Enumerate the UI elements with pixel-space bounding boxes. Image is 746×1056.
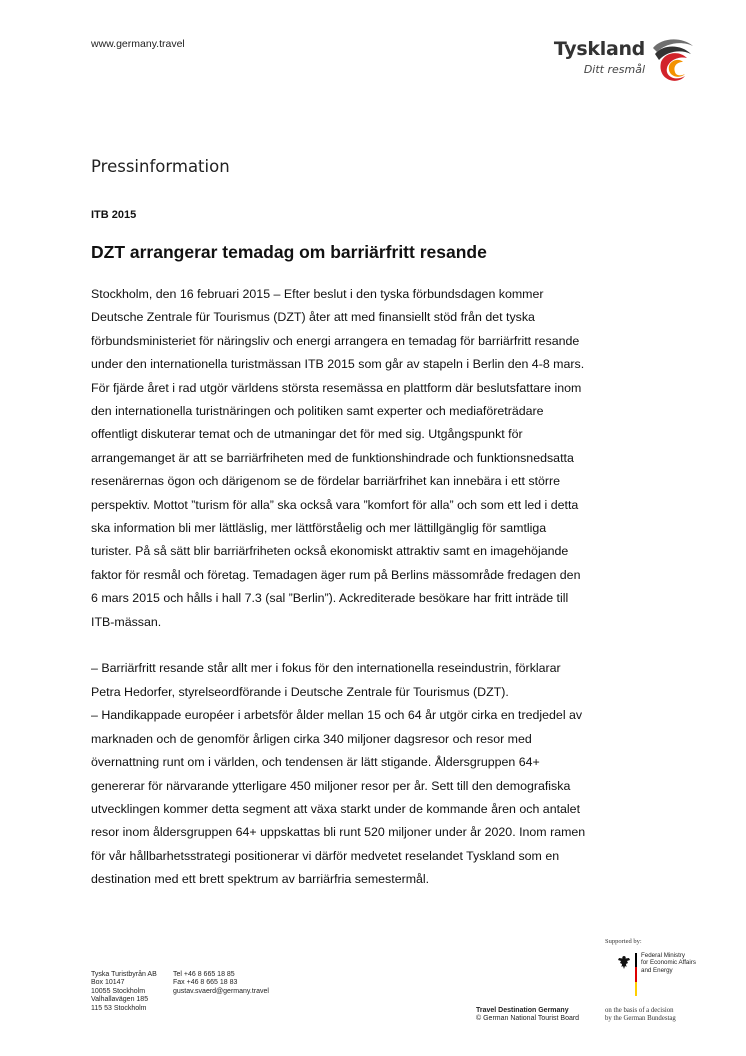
- ministry-line: for Economic Affairs: [641, 959, 696, 967]
- body-line: ITB-mässan.: [91, 614, 162, 629]
- body-line: faktor för resmål och företag. Temadagen äger rum på Berlins mässområde fredagen den: [91, 567, 581, 582]
- body-line: – Handikappade européer i arbetsför ålder mellan 15 och 64 år utgör cirka en tredjedel av: [91, 708, 583, 723]
- tdg-credit: [476, 1007, 579, 1024]
- address-line: Valhallavägen 185: [91, 996, 149, 1004]
- phone-text: Tel +46 8 665 18 85: [173, 971, 235, 978]
- body-line: utvecklingen kommer detta segment att växa starkt under de kommande åren och antalet: [91, 801, 581, 816]
- article-body: [91, 283, 671, 892]
- address-line: 115 53 Stockholm: [91, 1004, 147, 1012]
- kicker: ITB 2015: [91, 209, 137, 221]
- body-line: arrangemanget är att se barriärfriheten med de funktionshindrade och funktionsnedsatta: [91, 450, 574, 465]
- body-line: 6 mars 2015 och hålls i hall 7.3 (sal ”Berlin”). Ackrediterade besökare har fritt inträde till: [91, 591, 569, 606]
- logo-title: Tyskland: [553, 38, 645, 60]
- body-line: Deutsche Zentrale für Tourismus (DZT) åter att med finansiellt stöd från det tyska: [91, 310, 535, 325]
- body-line: Stockholm, den 16 februari 2015 – Efter beslut i den tyska förbundsdagen kommer: [91, 287, 544, 301]
- footer-address: [91, 971, 157, 1013]
- body-line: resenärernas ögon och därigenom se de fördelar barriärfrihet kan innebära i ett större: [91, 474, 561, 489]
- document-label: Pressinformation: [91, 157, 230, 176]
- footer-contact: [173, 971, 269, 996]
- ministry-line: Federal Ministry: [641, 952, 686, 959]
- supported-by-label: Supported by:: [605, 938, 642, 945]
- germany-travel-logo: [552, 30, 702, 90]
- body-line: under den internationella turistmässan ITB 2015 som går av stapeln i Berlin den 4-8 mars.: [91, 357, 585, 372]
- body-line: turister. På så sätt blir barriärfriheten också ekonomiskt attraktiv samt en imagehöjande: [91, 544, 569, 559]
- basis-line: on the basis of a decision: [605, 1007, 674, 1014]
- body-line: offentligt diskuterar temat och de utmaningar det för med sig. Utgångspunkt för: [91, 427, 523, 442]
- tdg-subtitle: © German National Tourist Board: [476, 1015, 580, 1023]
- body-line: den internationella turistnäringen och politiken samt experter och mediaföreträdare: [91, 404, 544, 419]
- body-line: Petra Hedorfer, styrelseordförande i Deutsche Zentrale für Tourismus (DZT).: [91, 684, 509, 699]
- body-line: förbundsministeriet för näringsliv och energi arrangera en temadag för barriärfritt resande: [91, 333, 580, 348]
- paragraph-gap: [91, 634, 671, 657]
- paragraph-1: [91, 283, 671, 634]
- body-line: marknaden och de genomför årligen cirka 340 miljoner dagsresor och resor med: [91, 731, 532, 746]
- german-flag-stripe: [635, 953, 637, 996]
- body-line: resor inom åldersgruppen 64+ uppskattas bli runt 520 miljoner under år 2020. Inom ramen: [91, 825, 586, 840]
- body-line: För fjärde året i rad utgör världens största resemässa en plattform där beslutsfattare inom: [91, 380, 582, 395]
- tdg-title: Travel Destination Germany: [476, 1007, 569, 1014]
- body-line: – Barriärfritt resande står allt mer i fokus för den internationella reseindustrin, förklarar: [91, 661, 561, 676]
- fax-text: Fax +46 8 665 18 83: [173, 979, 238, 987]
- paragraph-2: [91, 657, 671, 891]
- ministry-name: [641, 952, 696, 974]
- logo-subtitle: Ditt resmål: [583, 63, 645, 76]
- address-line: Tyska Turistbyrån AB: [91, 971, 157, 978]
- federal-eagle-icon: [617, 955, 631, 971]
- body-line: ska information bli mer lättläslig, mer lättförståelig och mer lättillgänglig för samtliga: [91, 521, 547, 536]
- body-line: genererar för närvarande ytterligare 450 miljoner resor per år. Sett till den demografiska: [91, 778, 571, 793]
- address-line: Box 10147: [91, 979, 125, 987]
- body-line: destination med ett brett spektrum av barriärfria semestermål.: [91, 872, 430, 887]
- logo-swirl-icon: [647, 34, 699, 86]
- body-line: perspektiv. Mottot ”turism för alla” ska också vara ”komfort för alla” och som ett led i detta: [91, 497, 579, 512]
- header-url: www.germany.travel: [91, 38, 185, 50]
- headline: DZT arrangerar temadag om barriärfritt resande: [91, 242, 487, 262]
- basis-line: by the German Bundestag: [605, 1015, 676, 1023]
- address-line: 10055 Stockholm: [91, 987, 146, 995]
- email-link[interactable]: gustav.svaerd@germany.travel: [173, 987, 269, 995]
- ministry-line: and Energy: [641, 966, 673, 974]
- body-line: övernattning runt om i världen, och tendensen är lätt stigande. Åldersgruppen 64+: [91, 755, 540, 770]
- body-line: för vår hållbarhetsstrategi positionerar vi därför medvetet reselandet Tyskland som en: [91, 848, 560, 863]
- bundestag-basis: [605, 1007, 676, 1024]
